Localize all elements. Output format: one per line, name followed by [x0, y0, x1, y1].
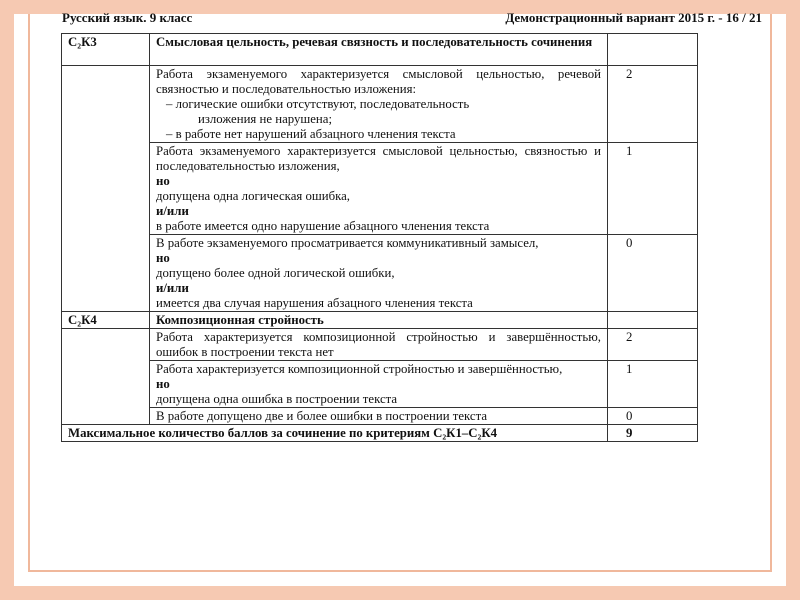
- k3-row-1: [62, 66, 698, 143]
- k4-row-3: [62, 408, 698, 425]
- k4-row-2-but: но: [156, 377, 170, 391]
- k3-row-3-score: 0: [608, 235, 698, 312]
- k3-row-2-line-3: в работе имеется одно нарушение абзацного членения текста: [156, 219, 490, 233]
- k3-row-2-text: Работа экзаменуемого характеризуется смысловой цельностью, связностью и последовательностью изложения,: [156, 144, 601, 173]
- k3-row-3-desc: [150, 235, 608, 312]
- k4-row-3-text: В работе допущено две и более ошибки в построении текста: [150, 408, 608, 425]
- k4-row-2: [62, 361, 698, 408]
- k3-row-1-score: 2: [608, 66, 698, 143]
- k3-row-3-but: но: [156, 251, 170, 265]
- k4-row-1: [62, 329, 698, 361]
- k3-row-3: [62, 235, 698, 312]
- k3-row-2-desc: [150, 143, 608, 235]
- k4-title-score-cell: [608, 312, 698, 329]
- k3-row-3-text: В работе экзаменуемого просматривается коммуникативный замысел,: [156, 236, 539, 250]
- k3-row-2: [62, 143, 698, 235]
- k3-title: Смысловая цельность, речевая связность и последовательность сочинения: [150, 34, 608, 66]
- k4-title-row: [62, 312, 698, 329]
- k4-row-2-desc: [150, 361, 608, 408]
- page-header: [62, 10, 762, 28]
- k4-row-2-text: Работа характеризуется композиционной стройностью и завершённостью,: [156, 362, 563, 376]
- header-variant: Демонстрационный вариант 2015 г. - 16 / 21: [505, 10, 762, 25]
- k3-empty-cell: [62, 66, 150, 312]
- k3-code: С₂К3: [62, 34, 150, 66]
- total-score: 9: [608, 425, 698, 442]
- k3-row-3-line-3: имеется два случая нарушения абзацного членения текста: [156, 296, 473, 310]
- k3-row-3-andor: и/или: [156, 281, 189, 295]
- k3-title-row: [62, 34, 698, 66]
- k3-row-3-line-2: допущено более одной логической ошибки,: [156, 266, 395, 280]
- k4-row-1-score: 2: [608, 329, 698, 361]
- k3-title-score-cell: [608, 34, 698, 66]
- total-label: Максимальное количество баллов за сочинение по критериям С₂К1–С₂К4: [62, 425, 608, 442]
- k4-row-2-score: 1: [608, 361, 698, 408]
- k3-row-2-line-2: допущена одна логическая ошибка,: [156, 189, 350, 203]
- k4-code: С₂К4: [62, 312, 150, 329]
- total-row: [62, 425, 698, 442]
- k3-row-1-text: Работа экзаменуемого характеризуется смысловой цельностью, речевой связностью и последовательностью изложения:: [156, 67, 601, 96]
- k4-title: Композиционная стройность: [150, 312, 608, 329]
- k4-row-2-line-2: допущена одна ошибка в построении текста: [156, 392, 398, 406]
- header-subject: Русский язык. 9 класс: [62, 10, 193, 25]
- k3-row-1-bullet-1b: изложения не нарушена;: [198, 112, 333, 126]
- k3-row-1-bullet-1: – логические ошибки отсутствуют, последовательность: [166, 97, 470, 111]
- k3-row-1-desc: [150, 66, 608, 143]
- criteria-table: [61, 33, 698, 442]
- k4-row-1-text: Работа характеризуется композиционной стройностью и завершённостью, ошибок в построении текста нет: [150, 329, 608, 361]
- k3-row-2-andor: и/или: [156, 204, 189, 218]
- k3-row-2-score: 1: [608, 143, 698, 235]
- k4-row-3-score: 0: [608, 408, 698, 425]
- k4-empty-cell: [62, 329, 150, 425]
- k3-row-1-bullet-2: – в работе нет нарушений абзацного членения текста: [166, 127, 456, 141]
- k3-row-2-but: но: [156, 174, 170, 188]
